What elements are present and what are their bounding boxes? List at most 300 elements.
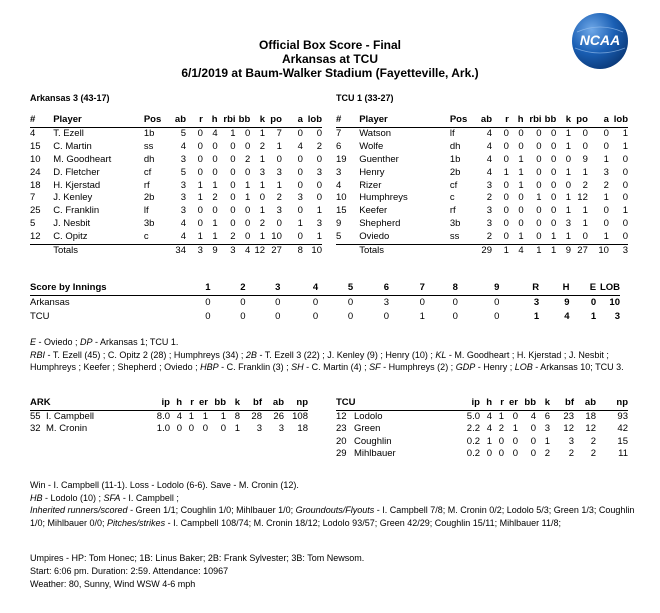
stat-cell: 1 bbox=[518, 153, 524, 165]
stat-cell: 2 bbox=[316, 140, 322, 152]
player-name: Totals bbox=[53, 245, 144, 258]
column-header: ab bbox=[262, 397, 284, 410]
stat-cell: 0 bbox=[582, 231, 588, 243]
stat-cell: 15 bbox=[336, 205, 347, 217]
stat-cell: 0 bbox=[518, 140, 524, 152]
stat-cell: 1 bbox=[582, 205, 588, 217]
stat-cell: 42 bbox=[617, 423, 628, 435]
stat-cell: 3 bbox=[276, 166, 282, 178]
stat-cell: 1 bbox=[188, 410, 194, 422]
pitching-header-row bbox=[336, 397, 628, 410]
player-row bbox=[336, 154, 628, 167]
stat-cell: 0 bbox=[202, 423, 208, 435]
stat-cell: 2b bbox=[449, 166, 461, 178]
stat-cell: 0 bbox=[503, 153, 509, 165]
column-header: ab bbox=[171, 114, 186, 127]
stat-cell: 0 bbox=[316, 127, 322, 139]
stat-cell: 20 bbox=[336, 435, 347, 447]
stat-cell: 2 bbox=[590, 448, 596, 460]
inning-score: 0 bbox=[347, 311, 354, 322]
stat-cell: 0 bbox=[220, 423, 226, 435]
stat-cell: 4 bbox=[180, 218, 186, 230]
stat-cell: 0 bbox=[622, 231, 628, 243]
player-row bbox=[336, 192, 628, 205]
stat-cell: 2 bbox=[276, 192, 282, 204]
column-header: Pos bbox=[144, 114, 171, 127]
stat-cell: 5.0 bbox=[466, 410, 480, 422]
stat-cell: 12 bbox=[563, 423, 574, 435]
column-header: Pos bbox=[450, 114, 477, 127]
player-row bbox=[336, 205, 628, 218]
stat-cell: 3 bbox=[568, 435, 574, 447]
stat-cell: 3 bbox=[186, 245, 203, 258]
stat-cell: 1 bbox=[518, 166, 524, 178]
stat-cell: 0 bbox=[197, 153, 203, 165]
column-header: ip bbox=[456, 397, 480, 410]
stat-cell: 12 bbox=[30, 231, 41, 243]
stat-cell: 12 bbox=[250, 245, 265, 258]
stat-cell: 2b bbox=[143, 192, 155, 204]
player-name: D. Fletcher bbox=[53, 166, 100, 178]
stat-cell: 0 bbox=[230, 218, 236, 230]
stat-cell: 0 bbox=[316, 192, 322, 204]
stat-cell: 4 bbox=[30, 127, 36, 139]
stat-cell: 1 bbox=[542, 245, 557, 258]
stat-cell: c bbox=[143, 231, 149, 243]
matchup-line: Arkansas at TCU bbox=[281, 52, 379, 66]
inning-score: 0 bbox=[383, 311, 390, 322]
stat-cell: 0 bbox=[503, 179, 509, 191]
stat-cell: 0 bbox=[550, 192, 557, 204]
player-row bbox=[336, 218, 628, 231]
stat-cell: 3 bbox=[180, 192, 186, 204]
total-cell: 10 bbox=[609, 297, 620, 308]
inning-score: 0 bbox=[347, 297, 354, 308]
player-name: Oviedo bbox=[359, 231, 390, 243]
column-header: r bbox=[492, 114, 509, 127]
player-row bbox=[30, 192, 322, 205]
innings-label: Score by Innings bbox=[30, 281, 173, 296]
stat-cell: 0 bbox=[550, 127, 557, 139]
player-name: Shepherd bbox=[359, 218, 401, 230]
stat-cell: 0 bbox=[512, 410, 518, 422]
stat-cell: lf bbox=[143, 205, 149, 217]
totals-row bbox=[30, 245, 322, 258]
player-row bbox=[30, 167, 322, 180]
title-line: Official Box Score - Final bbox=[258, 38, 402, 52]
stat-cell: 0 bbox=[230, 153, 236, 165]
total-cell: 3 bbox=[533, 297, 540, 308]
stat-cell: 12 bbox=[585, 423, 596, 435]
column-header: np bbox=[284, 397, 308, 410]
stat-cell: 0 bbox=[550, 140, 557, 152]
decisions-line: Win - I. Campbell (11-1). Loss - Lodolo (6-6). Save - M. Cronin (12). bbox=[30, 480, 299, 490]
stat-cell: 5 bbox=[180, 127, 186, 139]
ncaa-logo bbox=[571, 12, 629, 70]
innings-row bbox=[30, 310, 620, 324]
stat-cell: 1.0 bbox=[156, 423, 170, 435]
stat-cell: 10 bbox=[303, 245, 322, 258]
player-row bbox=[336, 231, 628, 244]
stat-cell: 8 bbox=[282, 245, 303, 258]
stat-cell: 0 bbox=[530, 448, 536, 460]
column-header: bf bbox=[550, 397, 574, 410]
stat-cell: 1 bbox=[259, 179, 266, 191]
stat-cell: dh bbox=[449, 140, 461, 152]
player-name: Guenther bbox=[359, 153, 399, 165]
stat-cell: 3 bbox=[180, 179, 186, 191]
stat-cell: 2 bbox=[568, 448, 574, 460]
stat-cell: 2 bbox=[259, 140, 266, 152]
inning-score: 0 bbox=[452, 297, 458, 308]
stat-cell: 4 bbox=[486, 153, 492, 165]
stat-cell: 29 bbox=[477, 245, 492, 258]
stat-cell: 4 bbox=[176, 410, 182, 422]
stat-cell: 1 bbox=[220, 410, 226, 422]
column-header: bb bbox=[236, 114, 251, 127]
stat-cell: 4 bbox=[336, 179, 342, 191]
stat-cell bbox=[144, 245, 171, 258]
stat-cell: 0 bbox=[230, 179, 236, 191]
pitcher-name: Mihlbauer bbox=[354, 448, 396, 460]
column-header: bb bbox=[208, 397, 226, 410]
column-header: # bbox=[336, 114, 359, 127]
inning-score: 3 bbox=[383, 297, 390, 308]
column-header: ip bbox=[148, 397, 170, 410]
stat-cell: 3 bbox=[486, 218, 492, 230]
stat-cell: dh bbox=[143, 153, 155, 165]
pitching-details: Inherited runners/scored - Green 1/1; Coughlin 1/0; Mihlbauer 1/0; Groundouts/Flyouts - I. Campbell 7/8; M. Cronin 0/2; Lodolo 5/3; Green 1/3; Coughlin 1/0; Mihlbauer 0/0; Pitches/strikes - I. Campbell 108/74; M. Cronin 18/12; Lodolo 93/57; Green 42/29; Coughlin 15/11; Mihlbauer 11/8; bbox=[30, 505, 635, 528]
column-header: a bbox=[588, 114, 609, 127]
column-header: er bbox=[504, 397, 518, 410]
stat-cell: 0 bbox=[244, 205, 251, 217]
inning-header: H bbox=[539, 281, 569, 296]
stat-cell: 23 bbox=[336, 423, 347, 435]
column-header: ab bbox=[477, 114, 492, 127]
stat-cell: cf bbox=[143, 166, 152, 178]
stat-cell: 1 bbox=[582, 166, 588, 178]
inning-score: 0 bbox=[205, 297, 211, 308]
stat-cell: 1 bbox=[197, 179, 203, 191]
inning-score: 0 bbox=[205, 311, 211, 322]
stat-cell: ss bbox=[143, 140, 154, 152]
column-header: k bbox=[536, 397, 550, 410]
stat-cell: 1 bbox=[582, 218, 588, 230]
totals-row bbox=[336, 245, 628, 258]
inning-header: 3 bbox=[246, 281, 281, 296]
player-row bbox=[336, 127, 628, 140]
stat-cell: 1 bbox=[212, 179, 218, 191]
errors-dp-line: E - Oviedo ; DP - Arkansas 1; TCU 1. bbox=[30, 337, 179, 347]
inning-score: 0 bbox=[494, 297, 500, 308]
inning-header: 6 bbox=[353, 281, 389, 296]
stat-cell: 4 bbox=[486, 140, 492, 152]
inning-header: LOB bbox=[596, 281, 620, 296]
stat-cell: 0 bbox=[622, 153, 628, 165]
stat-cell: 1 bbox=[259, 231, 266, 243]
stat-cell: 1 bbox=[565, 166, 572, 178]
stat-cell: 1 bbox=[565, 140, 572, 152]
stat-cell: 9 bbox=[203, 245, 218, 258]
arkansas-batting-table bbox=[30, 114, 322, 258]
stat-cell: 0 bbox=[550, 179, 557, 191]
stat-cell: 0 bbox=[536, 218, 542, 230]
stat-cell: 2 bbox=[244, 153, 251, 165]
player-row bbox=[30, 231, 322, 244]
stat-cell: 9 bbox=[582, 153, 588, 165]
column-header: k bbox=[250, 114, 265, 127]
logo-text: NCAA bbox=[579, 32, 621, 48]
player-row bbox=[30, 180, 322, 193]
inning-header: 5 bbox=[318, 281, 353, 296]
player-name: J. Kenley bbox=[53, 192, 93, 204]
player-name: T. Ezell bbox=[53, 127, 84, 139]
total-cell: 1 bbox=[533, 311, 540, 322]
stat-cell: 26 bbox=[273, 410, 284, 422]
stat-cell: 0 bbox=[197, 205, 203, 217]
inning-header: 8 bbox=[425, 281, 458, 296]
stat-cell: 3 bbox=[256, 423, 262, 435]
stat-cell: 1 bbox=[212, 218, 218, 230]
stat-cell: 0 bbox=[603, 218, 609, 230]
stat-cell: 4 bbox=[486, 410, 492, 422]
inning-header: 7 bbox=[389, 281, 425, 296]
stat-cell: 5 bbox=[336, 231, 342, 243]
inning-score: 0 bbox=[240, 297, 246, 308]
stat-cell: cf bbox=[449, 179, 458, 191]
pitcher-row bbox=[336, 410, 628, 423]
stat-cell: 1 bbox=[197, 231, 203, 243]
stat-cell: 2 bbox=[498, 423, 504, 435]
stat-cell: 1 bbox=[492, 245, 509, 258]
stat-cell: 0 bbox=[503, 231, 509, 243]
stat-cell: 1 bbox=[565, 231, 572, 243]
stat-cell: 0 bbox=[188, 423, 194, 435]
stat-cell: 1 bbox=[259, 205, 266, 217]
stat-cell: 34 bbox=[171, 245, 186, 258]
total-cell: 4 bbox=[564, 311, 570, 322]
stat-cell: 0 bbox=[486, 448, 492, 460]
stat-cell: 0 bbox=[550, 153, 557, 165]
column-header: rbi bbox=[524, 114, 542, 127]
stat-cell: 1 bbox=[603, 192, 609, 204]
inning-score: 0 bbox=[312, 311, 319, 322]
stat-cell: 0 bbox=[503, 192, 509, 204]
pitcher-row bbox=[30, 410, 308, 423]
column-header: h bbox=[170, 397, 182, 410]
stat-cell: 12 bbox=[336, 410, 347, 422]
stat-cell: 1 bbox=[498, 410, 504, 422]
stat-cell: 8.0 bbox=[156, 410, 170, 422]
stat-cell: c bbox=[449, 192, 455, 204]
stat-cell: 4 bbox=[297, 140, 303, 152]
inning-header: E bbox=[570, 281, 597, 296]
inning-score: 1 bbox=[419, 311, 425, 322]
stat-cell: 4 bbox=[486, 423, 492, 435]
player-name: H. Kjerstad bbox=[53, 179, 101, 191]
column-header: a bbox=[282, 114, 303, 127]
stat-cell: 1 bbox=[544, 435, 550, 447]
pitcher-name: Green bbox=[354, 423, 381, 435]
stat-cell: 1 bbox=[244, 179, 251, 191]
stat-cell: 0 bbox=[536, 179, 542, 191]
stat-cell: 28 bbox=[251, 410, 262, 422]
stat-cell: 1 bbox=[536, 192, 542, 204]
pitcher-name: I. Campbell bbox=[46, 410, 95, 422]
stat-cell: 0 bbox=[297, 179, 303, 191]
player-row bbox=[30, 205, 322, 218]
stat-cell: 2 bbox=[582, 179, 588, 191]
stat-cell: 10 bbox=[271, 231, 282, 243]
stat-cell: 0 bbox=[530, 423, 536, 435]
innings-row bbox=[30, 296, 620, 311]
stat-cell: 0.2 bbox=[466, 435, 480, 447]
stat-cell: 0 bbox=[550, 166, 557, 178]
stat-cell: 2 bbox=[212, 192, 218, 204]
stat-cell: 1 bbox=[297, 218, 303, 230]
inning-header: 4 bbox=[280, 281, 318, 296]
stat-cell: 4 bbox=[180, 231, 186, 243]
total-cell: 3 bbox=[614, 311, 620, 322]
stat-cell: 10 bbox=[336, 192, 347, 204]
column-header: Player bbox=[53, 114, 144, 127]
stat-cell: 27 bbox=[571, 245, 588, 258]
stat-cell: 0 bbox=[503, 140, 509, 152]
total-cell: 1 bbox=[590, 311, 597, 322]
stat-cell: 1 bbox=[550, 231, 557, 243]
stat-cell: 0 bbox=[622, 192, 628, 204]
stat-cell: 10 bbox=[30, 153, 41, 165]
player-row bbox=[336, 167, 628, 180]
column-header: lob bbox=[609, 114, 628, 127]
stat-cell: 18 bbox=[585, 410, 596, 422]
column-header: er bbox=[194, 397, 208, 410]
pitching-notes bbox=[30, 479, 636, 529]
stat-cell: 15 bbox=[617, 435, 628, 447]
stat-cell: 7 bbox=[30, 192, 36, 204]
stat-cell: 0 bbox=[212, 205, 218, 217]
stat-cell: 19 bbox=[336, 153, 347, 165]
player-row bbox=[336, 141, 628, 154]
player-name: Henry bbox=[359, 166, 385, 178]
stat-cell: 0 bbox=[276, 153, 282, 165]
team-name: TCU bbox=[30, 311, 50, 322]
stat-cell: rf bbox=[449, 205, 456, 217]
arkansas-pitching-table bbox=[30, 397, 308, 436]
stat-cell: 4 bbox=[486, 127, 492, 139]
stat-cell: 1 bbox=[524, 245, 542, 258]
player-name: Keefer bbox=[359, 205, 388, 217]
stat-cell: 6 bbox=[544, 410, 550, 422]
stat-cell: 1 bbox=[259, 127, 266, 139]
stat-cell: 0 bbox=[197, 140, 203, 152]
column-header: ab bbox=[574, 397, 596, 410]
stat-cell: 0 bbox=[536, 127, 542, 139]
stat-cell: 4 bbox=[180, 140, 186, 152]
stat-cell bbox=[336, 245, 359, 258]
stat-cell: 0 bbox=[565, 179, 572, 191]
stat-cell: 32 bbox=[30, 423, 41, 435]
player-name: C. Franklin bbox=[53, 205, 100, 217]
stat-cell: 0 bbox=[244, 127, 251, 139]
stat-cell: 1 bbox=[276, 140, 282, 152]
stat-cell: 3 bbox=[180, 205, 186, 217]
stat-cell: 1 bbox=[622, 140, 628, 152]
score-by-innings-table bbox=[30, 281, 620, 324]
column-header: k bbox=[556, 114, 571, 127]
stat-cell: 0 bbox=[230, 166, 236, 178]
stat-cell: 3 bbox=[486, 179, 492, 191]
stat-cell: 11 bbox=[618, 448, 628, 460]
stat-cell: 0 bbox=[276, 218, 282, 230]
stat-cell: 0 bbox=[536, 166, 542, 178]
stat-cell: 2 bbox=[486, 192, 492, 204]
stat-cell: 0 bbox=[297, 127, 303, 139]
player-name: Rizer bbox=[359, 179, 382, 191]
stat-cell: 0 bbox=[197, 127, 203, 139]
stat-cell: 3b bbox=[449, 218, 461, 230]
stat-cell: 18 bbox=[297, 423, 308, 435]
player-name: Humphreys bbox=[359, 192, 408, 204]
stat-cell: lf bbox=[449, 127, 455, 139]
player-name: Wolfe bbox=[359, 140, 384, 152]
stat-cell: 0 bbox=[536, 231, 542, 243]
pitching-header-row bbox=[30, 397, 308, 410]
stat-cell: 15 bbox=[30, 140, 41, 152]
stat-cell: 0 bbox=[316, 153, 322, 165]
stat-cell: 0.2 bbox=[466, 448, 480, 460]
stat-cell: 0 bbox=[197, 166, 203, 178]
stat-cell: 4 bbox=[530, 410, 536, 422]
stat-cell: 7 bbox=[336, 127, 342, 139]
column-header: r bbox=[492, 397, 504, 410]
stat-cell: 7 bbox=[276, 127, 282, 139]
report-title bbox=[0, 38, 660, 80]
stat-cell: 1 bbox=[622, 127, 628, 139]
arkansas-heading: Arkansas 3 (43-17) bbox=[30, 93, 110, 103]
stat-cell: 0 bbox=[230, 140, 236, 152]
stat-cell: 0 bbox=[503, 127, 509, 139]
stat-cell: 4 bbox=[486, 166, 492, 178]
stat-cell: 0 bbox=[498, 448, 504, 460]
stat-cell: 3 bbox=[316, 166, 322, 178]
column-header: r bbox=[182, 397, 194, 410]
stat-cell: 93 bbox=[617, 410, 628, 422]
stat-cell: 0 bbox=[297, 166, 303, 178]
stat-cell: 0 bbox=[582, 140, 588, 152]
stat-cell: 0 bbox=[297, 231, 303, 243]
stat-cell: 0 bbox=[297, 205, 303, 217]
stat-cell: 0 bbox=[244, 231, 251, 243]
stat-cell: 0 bbox=[230, 205, 236, 217]
stat-cell: 2 bbox=[259, 218, 266, 230]
stat-cell: 3 bbox=[565, 218, 572, 230]
dateline: 6/1/2019 at Baum-Walker Stadium (Fayetteville, Ark.) bbox=[181, 66, 479, 80]
stat-cell: 1 bbox=[230, 127, 236, 139]
stat-cell: 8 bbox=[234, 410, 240, 422]
stat-cell: 0 bbox=[244, 218, 251, 230]
stat-cell: 4 bbox=[212, 127, 218, 139]
team-name: Arkansas bbox=[30, 297, 70, 308]
stat-cell: 1b bbox=[449, 153, 461, 165]
stat-cell: 3 bbox=[218, 245, 236, 258]
tcu-heading: TCU 1 (33-27) bbox=[336, 93, 394, 103]
stat-cell: 2 bbox=[486, 231, 492, 243]
stat-cell: 3 bbox=[336, 166, 342, 178]
stat-cell: 23 bbox=[563, 410, 574, 422]
pitcher-row bbox=[336, 448, 628, 461]
pitcher-name: Coughlin bbox=[354, 435, 392, 447]
